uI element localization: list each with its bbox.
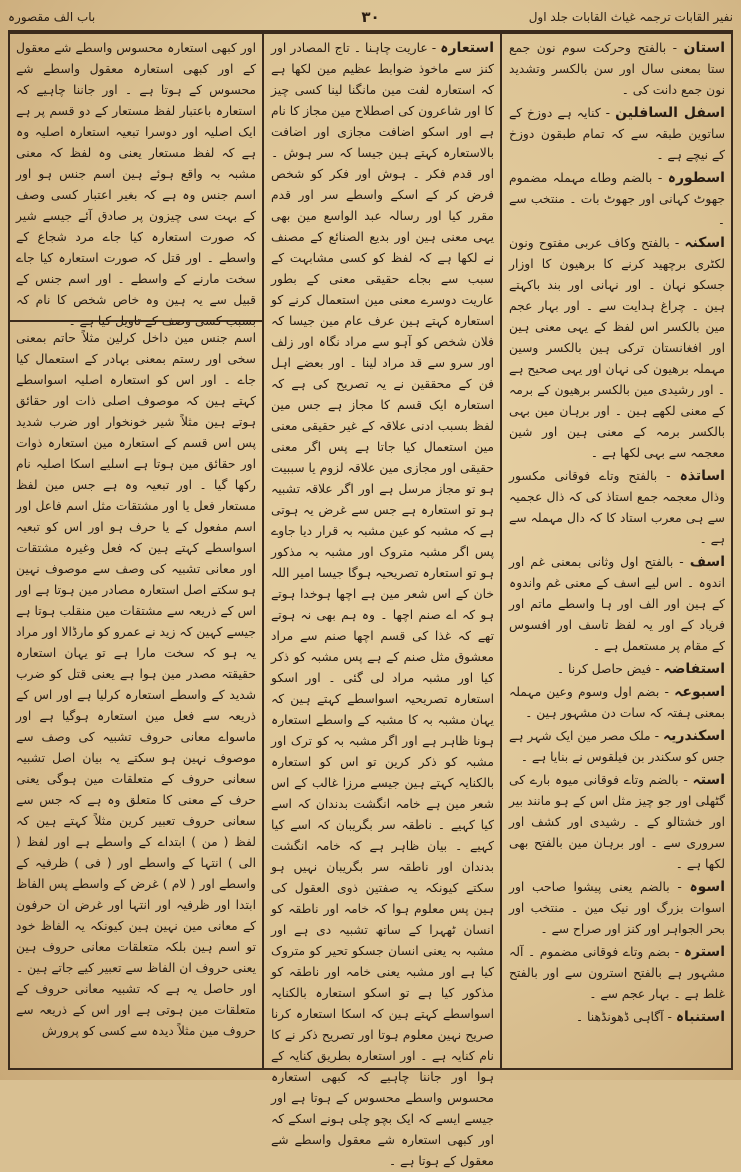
- entry-definition: - بالفتح وتاے فوقانی مکسور وذال معجمہ جمع استاذ کی کہ ذال عجمیہ سے ہی معرب استاد کا کہ دال مہملہ سے ہے ۔: [509, 469, 725, 546]
- entry-definition: - ملک مصر مین ایک شہر ہے جس کو سکندر بن فیلقوس نے بنایا ہے ۔: [509, 729, 725, 764]
- dictionary-entry: [509, 466, 725, 550]
- header-chapter-left: باب الف مقصورہ: [8, 10, 96, 24]
- dictionary-entry: [509, 942, 725, 1005]
- entry-definition: - بالفتح اول وثانی بمعنی غم اور اندوہ ۔ اس لیے اسف کے معنی غم واندوہ کے ہین اور الف اور ہا واسطے ماتم اور فریاد کے اور یہ لفظ تاسف اور افسوس کے مقام پر مستعمل ہے ۔: [509, 555, 725, 653]
- entry-headword: استنباہ: [675, 1009, 725, 1025]
- dictionary-entry: [16, 38, 256, 332]
- entry-definition: - بضم اول وسوم وعین مہملہ بمعنی ہفتہ کہ سات دن مشہور ہین ۔: [509, 685, 725, 720]
- entry-definition: - بالضم یعنی پیشوا صاحب اور اسوات بزرگ اور نیک مین ۔ منتخب اور بحر الجواہر اور کنز اور صراح سے ۔: [509, 880, 725, 936]
- column-middle: [265, 34, 500, 1168]
- entry-headword: استہ: [692, 772, 725, 788]
- entry-definition: - فیض حاصل کرنا ۔: [556, 662, 660, 676]
- entry-definition: - بالفتح وحرکت سوم نون جمع ستا بمعنی سال اور سن بالکسر وتشدید نون جمع دانت کی ۔: [509, 41, 725, 97]
- entry-definition: - بالضم وطاے مہملہ مضموم جھوٹ کہانی اور جھوٹ بات ۔ منتخب سے ۔: [509, 171, 725, 227]
- entry-headword: اسکندریہ: [662, 728, 725, 744]
- entry-headword: اساتذہ: [679, 468, 725, 484]
- entry-headword: اسف: [689, 554, 725, 570]
- dictionary-entry: [16, 328, 256, 1042]
- column-left-bottom: [10, 324, 262, 1068]
- entry-definition: - عاریت چاہنا ۔ تاج المصادر اور کنز سے ماخوذ ضوابط عظیم مین لکھا ہے کہ استعارہ لفت مین مانگنا لینا کسی چیز کا اور شاعرون کی اصطلاح مین مجاز کا نام ہے اور اسکو اضافت مجازی اور اضافت بالاستعارہ کہتے ہین جیسا کہ سر ہوش ۔ اور قدم فکر ۔ ہوش اور فکر کو شخص فرض کر کے اسکے واسطے سر اور قدم مقرر کیا اور رسالہ عبد الواسع مین بھی یہی معنی ہین اور بدیع الصنائع کے مصنف نے لکھا ہے کہ لفظ کو کسی مشابہت کے سبب سے بجاے حقیقی معنی کے بطور عاریت دوسرے معنی مین استعمال کرنے کو استعارہ کہتے ہین عرف عام مین جیسا کہ فلان شخص کو آہو سے مراد نگاہ اور زلف اور سرو سے قد مراد لینا ۔ اور بعضے اہل فن کے محققین نے یہ تصریح کی ہے کہ استعارہ ایک قسم کا مجاز ہے جس مین لفظ بسبب ادنی علاقہ کے غیر حقیقی معنی مین استعمال کیا جاتا ہے پس اگر معنی حقیقی اور مجازی مین علاقہ لزوم یا سببیت ہو تو مجاز مرسل ہے اور اگر علاقہ تشبیہ ہو تو استعارہ ہے جس سے غرض یہ ہوتی ہے کہ مشبہ کو عین مشبہ بہ قرار دیا جاوے پس اگر مشبہ متروک اور مشبہ بہ مذکور ہو تو استعارہ تصریحیہ ہوگا جیسا امیر اللہ خان کے اس شعر مین ہے اچھا ہوخدا ہوتے ہو کہ اے صنم اچھا ۔ وہ ہم بھی نہ ہوتے تھے کہ غذا کی قسم اچھا صنم سے مراد معشوق مثل صنم کے ہے پس مشبہ کو ذکر کیا اور مشبہ مراد لی گئی ۔ اور اسکو استعارہ تصریحیہ اسواسطے کہتے ہین کہ یہان مشبہ بہ کا مشبہ کے واسطے استعارہ ہونا ظاہر ہے اور اگر مشبہ بہ کو ترک اور مشبہ کو ذکر کرین تو اس کو استعارہ بالکنایہ کہتے ہین جیسے مرزا غالب کے اس شعر مین ہے خامہ انگشت بدندان کہ اسے کیا کہیے ۔ ناطقہ سر بگریبان کہ اسے کیا کہیے ۔ بیان ظاہر ہے کہ خامہ انگشت بدندان اور ناطقہ سر بگریبان نہیں ہو سکتے کیونکہ یہ صفتین ذوی العقول کی ہین پس معلوم ہوا کہ خامہ اور ناطقہ کو انسان ٹھہرا کے ساتھ تشبیہ دی ہے اور مشبہ بہ یعنی انسان جسکو تحیر کو متروک کیا ہے اور مشبہ یعنی خامہ اور ناطقہ کو مذکور کیا ہے تو اسکو استعارہ بالکنایہ اسواسطے کہتے ہین کہ اسکا استعارہ کرنا صریح نہین معلوم ہوتا اور تصریح ذکر نے کا نام کنایہ ہے ۔ اور استعارہ بطریق کنایہ کے ہوا اور جاننا چاہیے کہ کبھی استعارہ محسوس واسطے محسوس کے ہوتا ہے اور جیسے ایسے کہ ایک بچو چلی ہونے اسکے کہ اور کبھی استعارہ شے معقول واسطے شے معقول کے ہوتا ہے ۔: [271, 41, 494, 1168]
- column-right: [503, 34, 731, 1068]
- column-left-top: [10, 34, 262, 328]
- dictionary-entry: [509, 38, 725, 101]
- entry-definition: اسم جنس مین داخل کرلین مثلاً حاتم بمعنی سخی اور رستم بمعنی بہادر کے استعمال کیا جاے ۔ اور اس کو استعارہ اصلیہ اسواسطے کہتے ہین کہ موصوف اصلی ذات اور حقائق ہوتے ہین مثلاً شیر خونخوار اور ضرب شدید پس اس قسم کے استعارہ مین استعارہ ذوات اور حقائق مین ہوتا ہے اسلیے اسکا اصلیہ نام رکھا گیا ۔ اور تبعیہ وہ ہے جس مین لفظ مستعار فعل یا اور مشتقات مثل اسم فاعل اور اسم مفعول کے یا حرف ہو اور اس کو تبعیہ اسواسطے کہتے ہین کہ فعل وغیرہ مشتقات اور معانی تشبیہ کی وصف سے موصوف نہین ہو سکتے اصل استعارہ مصادر مین ہوتا ہے اور اس کے ذریعہ سے مشتقات مین منقلب ہوتا ہے جیسے کہین کہ زید نے عمرو کو مارڈالا اور مراد یہ ہو کہ سخت مارا ہے تو یہان استعارہ حقیقتہ مصدر مین ہوا ہے یعنی قتل کو ضرب شدید کے واسطے استعارہ کرلیا ہے اور اس کے ذریعہ سے فعل مین استعارہ ہوگیا ہے اور ماسواے معانی حروف تشبیہ کی وصف سے موصوف نہین ہو سکتے یہ بیان اصل تشبیہ سعانی حروف کے متعلقات مین ہوگی یعنی حرف کے معنی کا متعلق وہ ہے کہ جس سے سعانی حروف تعبیر کرین مثلاً کہتے ہین کہ لفظ ( من ) ابتداے کے واسطے ہے اور لفظ ( الی ) انتہا کے واسطے اور ( فی ) ظرفیہ کے واسطے اور ( لام ) غرض کے واسطے پس الفاظ ابتدا اور ظرفیہ اور انتہا اور غرض ان حرفون کے معانی مین نہین ہین کیونکہ یہ الفاظ خود تو اسم ہین بلکہ متعلقات معانی حروف ہین یعنی حروف ان الفاظ سے تعبیر کیے جاتے ہین ۔ اور حاصل یہ ہے کہ تشبیہ معانی حروف کے متعلقات مین ہوتی ہے اور اس کے ذریعہ سے حروف مین مثلاً دیدہ سے کسی کو پرورش: [16, 331, 256, 1038]
- text-frame: [8, 32, 733, 1168]
- dictionary-entry: [509, 103, 725, 166]
- dictionary-entry: [509, 168, 725, 231]
- entry-headword: اسوہ: [689, 879, 725, 895]
- dictionary-entry: [509, 877, 725, 940]
- entry-headword: استان: [683, 40, 725, 56]
- entry-headword: استرہ: [683, 944, 725, 960]
- entry-headword: اسکنہ: [684, 235, 725, 251]
- header-title-right: نفیر القابات ترجمہ غیاث القابات جلد اول: [528, 10, 733, 24]
- dictionary-entry: [509, 552, 725, 657]
- dictionary-entry: [509, 233, 725, 464]
- entry-definition: اور کبھی استعارہ محسوس واسطے شے معقول کے اور کبھی استعارہ معقول واسطے شے محسوس کے ہوتا ہے ۔ اور جاننا چاہیے کہ استعارہ باعتبار لفظ مستعار کے دو قسم پر ہے ایک اصلیہ اور دوسرا تبعیہ استعارہ اصلیہ وہ ہے کہ لفظ مستعار یعنی وہ لفظ کہ معنی مشبہ بہ واقع ہوئے ہین اسم جنس ہو اور اسم جنس وہ ہے کہ بغیر اعتبار کسی وصف کے بہت سی چیزون پر صادق آئے جیسے شیر کہ صورت استعارہ کیا جاے مرد شجاع کے واسطے ۔ اور قتل کہ صورت استعارہ کیا جاے سخت مارنے کے واسطے ۔ اور اسم جنس کے قبیل سے یہ ہین وہ خاص شخص کا نام کہ بسبب کسی وصف کے تاویل کیا ہے ۔: [16, 41, 256, 328]
- dictionary-entry: [509, 659, 725, 680]
- entry-definition: - بالفتح وکاف عربی مفتوح ونون لکٹری برچھید کرنے کا برھیون کا اوزار جسکو نہان ۔ اور نہانی اور بند باکہتے ہین ۔ چراغ ہدایت سے ۔ اور بہار عجم مین بالکسر اس لفظ کے یہی معنی ہین اور افغانستان ترکی ہین بالکسر وسین مہملہ برھیون کی نہان اور یہی صحیح ہے ۔ اور رشیدی مین بالکسر برھیون کے برمہ کے معنی لکھے ہین ۔ اور برہان مین بہی بالکسر برمہ کے معنی ہین اور شین معجمہ سے بہی لکھا ہے ۔: [509, 236, 725, 460]
- entry-headword: استفاضہ: [663, 661, 725, 677]
- column-divider-2: [262, 34, 264, 1068]
- entry-definition: - آگاہی ڈھونڈھنا ۔: [575, 1010, 672, 1024]
- entry-headword: اسبوعہ: [674, 684, 725, 700]
- dictionary-entry: [509, 726, 725, 768]
- entry-definition: - بالضم وتاے فوقانی میوہ بارے کی گٹھلی اور جو چیز مثل اس کے ہو مانند بیر اور خشتالو کے ۔ رشیدی اور کشف اور سروری سے ۔ اور برہان مین بالفتح بھی لکھا ہے ۔: [509, 773, 725, 871]
- page-header: [8, 6, 733, 28]
- entry-definition: - بضم وتاے فوقانی مضموم ۔ آلہ مشہور ہے بالفتح استرون سے اور بالفتح غلط ہے ۔ بہار عجم سے ۔: [509, 945, 725, 1001]
- dictionary-entry: [509, 770, 725, 875]
- entry-definition: - کنایہ ہے دوزخ کے ساتوین طبقہ سے کہ تمام طبقون دوزخ کے نیچے ہے ۔: [509, 106, 725, 162]
- page-number: ۳۰: [361, 8, 380, 26]
- dictionary-entry: [509, 682, 725, 724]
- entry-headword: اسطورہ: [667, 170, 725, 186]
- entry-headword: اسفل السافلین: [615, 105, 725, 121]
- dictionary-entry: [509, 1007, 725, 1028]
- dictionary-entry: [271, 38, 494, 1172]
- column-divider-1: [500, 34, 502, 1068]
- entry-headword: استعارہ: [440, 40, 494, 56]
